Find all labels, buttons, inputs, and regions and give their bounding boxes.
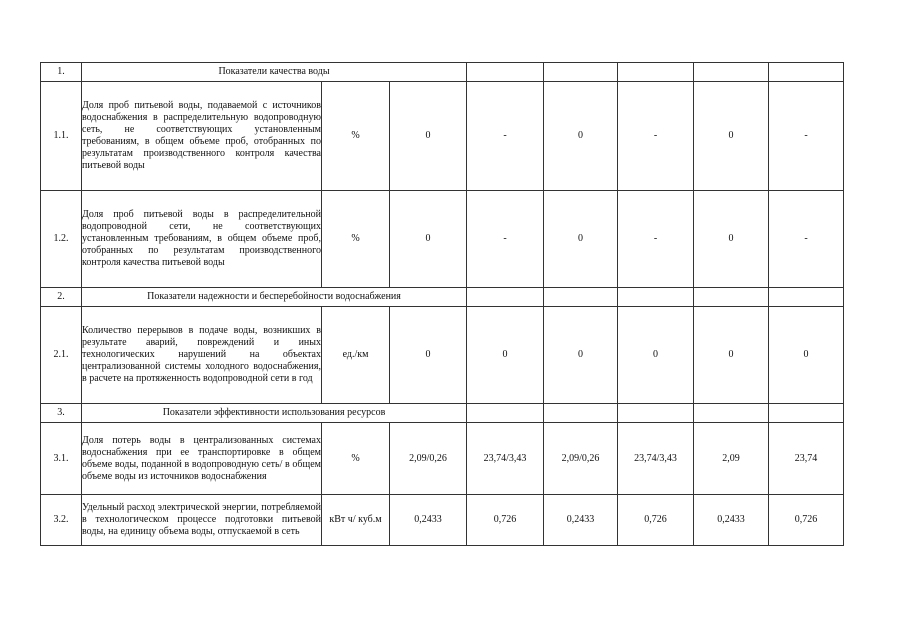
indicators-table [40, 62, 844, 546]
empty-cell [544, 288, 618, 307]
value-cell: 0 [618, 307, 694, 404]
value-cell: - [467, 82, 544, 191]
value-cell: - [618, 82, 694, 191]
unit-cell: % [322, 191, 390, 288]
indicator-description: Удельный расход электрической энергии, потребляемой в технологическом процессе подготовки питьевой воды, на единицу объема воды, отпускаемой в сеть [82, 495, 322, 546]
unit-cell: % [322, 423, 390, 495]
value-cell: 0 [544, 82, 618, 191]
empty-cell [544, 63, 618, 82]
value-cell: 0 [390, 307, 467, 404]
value-cell: 0,726 [769, 495, 844, 546]
table-row [41, 495, 844, 546]
indicator-description: Доля проб питьевой воды в распределительной водопроводной сети, не соответствующих установленным требованиям, в общем объеме проб, отобранных по результатам производственного контроля качества питьевой воды [82, 191, 322, 288]
indicator-description: Количество перерывов в подаче воды, возникших в результате аварий, повреждений и иных технологических нарушений на объектах централизованной системы холодного водоснабжения, в расчете на протяженность водопроводной сети в год [82, 307, 322, 404]
empty-cell [769, 404, 844, 423]
value-cell: 0 [390, 191, 467, 288]
empty-cell [694, 288, 769, 307]
value-cell: 2,09/0,26 [544, 423, 618, 495]
table-row [41, 191, 844, 288]
value-cell: 0 [544, 191, 618, 288]
value-cell: - [769, 82, 844, 191]
empty-cell [769, 63, 844, 82]
table-row [41, 82, 844, 191]
empty-cell [467, 404, 544, 423]
value-cell: - [467, 191, 544, 288]
value-cell: 0 [694, 191, 769, 288]
empty-cell [694, 404, 769, 423]
empty-cell [467, 288, 544, 307]
table-body [41, 63, 844, 546]
table-row [41, 423, 844, 495]
value-cell: - [618, 191, 694, 288]
value-cell: 0,2433 [390, 495, 467, 546]
section-number: 3. [41, 404, 82, 423]
indicator-description: Доля проб питьевой воды, подаваемой с источников водоснабжения в распределительную водопроводную сеть, не соответствующих установленным требованиям, в общем объеме проб, отобранных по результатам производственного контроля качества питьевой воды [82, 82, 322, 191]
value-cell: 23,74/3,43 [467, 423, 544, 495]
value-cell: 2,09 [694, 423, 769, 495]
section-title: Показатели качества воды [82, 63, 467, 82]
row-number: 1.1. [41, 82, 82, 191]
section-title: Показатели надежности и бесперебойности водоснабжения [82, 288, 467, 307]
value-cell: 0 [694, 82, 769, 191]
value-cell: 2,09/0,26 [390, 423, 467, 495]
unit-cell: кВт ч/ куб.м [322, 495, 390, 546]
section-number: 1. [41, 63, 82, 82]
value-cell: 23,74/3,43 [618, 423, 694, 495]
empty-cell [618, 63, 694, 82]
empty-cell [694, 63, 769, 82]
empty-cell [467, 63, 544, 82]
section-row [41, 288, 844, 307]
section-row [41, 63, 844, 82]
unit-cell: % [322, 82, 390, 191]
value-cell: 0 [390, 82, 467, 191]
unit-cell: ед./км [322, 307, 390, 404]
empty-cell [544, 404, 618, 423]
empty-cell [769, 288, 844, 307]
value-cell: - [769, 191, 844, 288]
value-cell: 0 [769, 307, 844, 404]
indicator-description: Доля потерь воды в централизованных системах водоснабжения при ее транспортировке в общем объеме воды, поданной в водопроводную сеть/ в общем объеме воды из источников водоснабжения [82, 423, 322, 495]
table-row [41, 307, 844, 404]
value-cell: 0 [467, 307, 544, 404]
section-number: 2. [41, 288, 82, 307]
row-number: 3.1. [41, 423, 82, 495]
value-cell: 0,2433 [694, 495, 769, 546]
row-number: 2.1. [41, 307, 82, 404]
value-cell: 0,726 [618, 495, 694, 546]
section-title: Показатели эффективности использования ресурсов [82, 404, 467, 423]
row-number: 3.2. [41, 495, 82, 546]
value-cell: 23,74 [769, 423, 844, 495]
value-cell: 0,2433 [544, 495, 618, 546]
value-cell: 0,726 [467, 495, 544, 546]
row-number: 1.2. [41, 191, 82, 288]
value-cell: 0 [544, 307, 618, 404]
empty-cell [618, 404, 694, 423]
section-row [41, 404, 844, 423]
value-cell: 0 [694, 307, 769, 404]
empty-cell [618, 288, 694, 307]
